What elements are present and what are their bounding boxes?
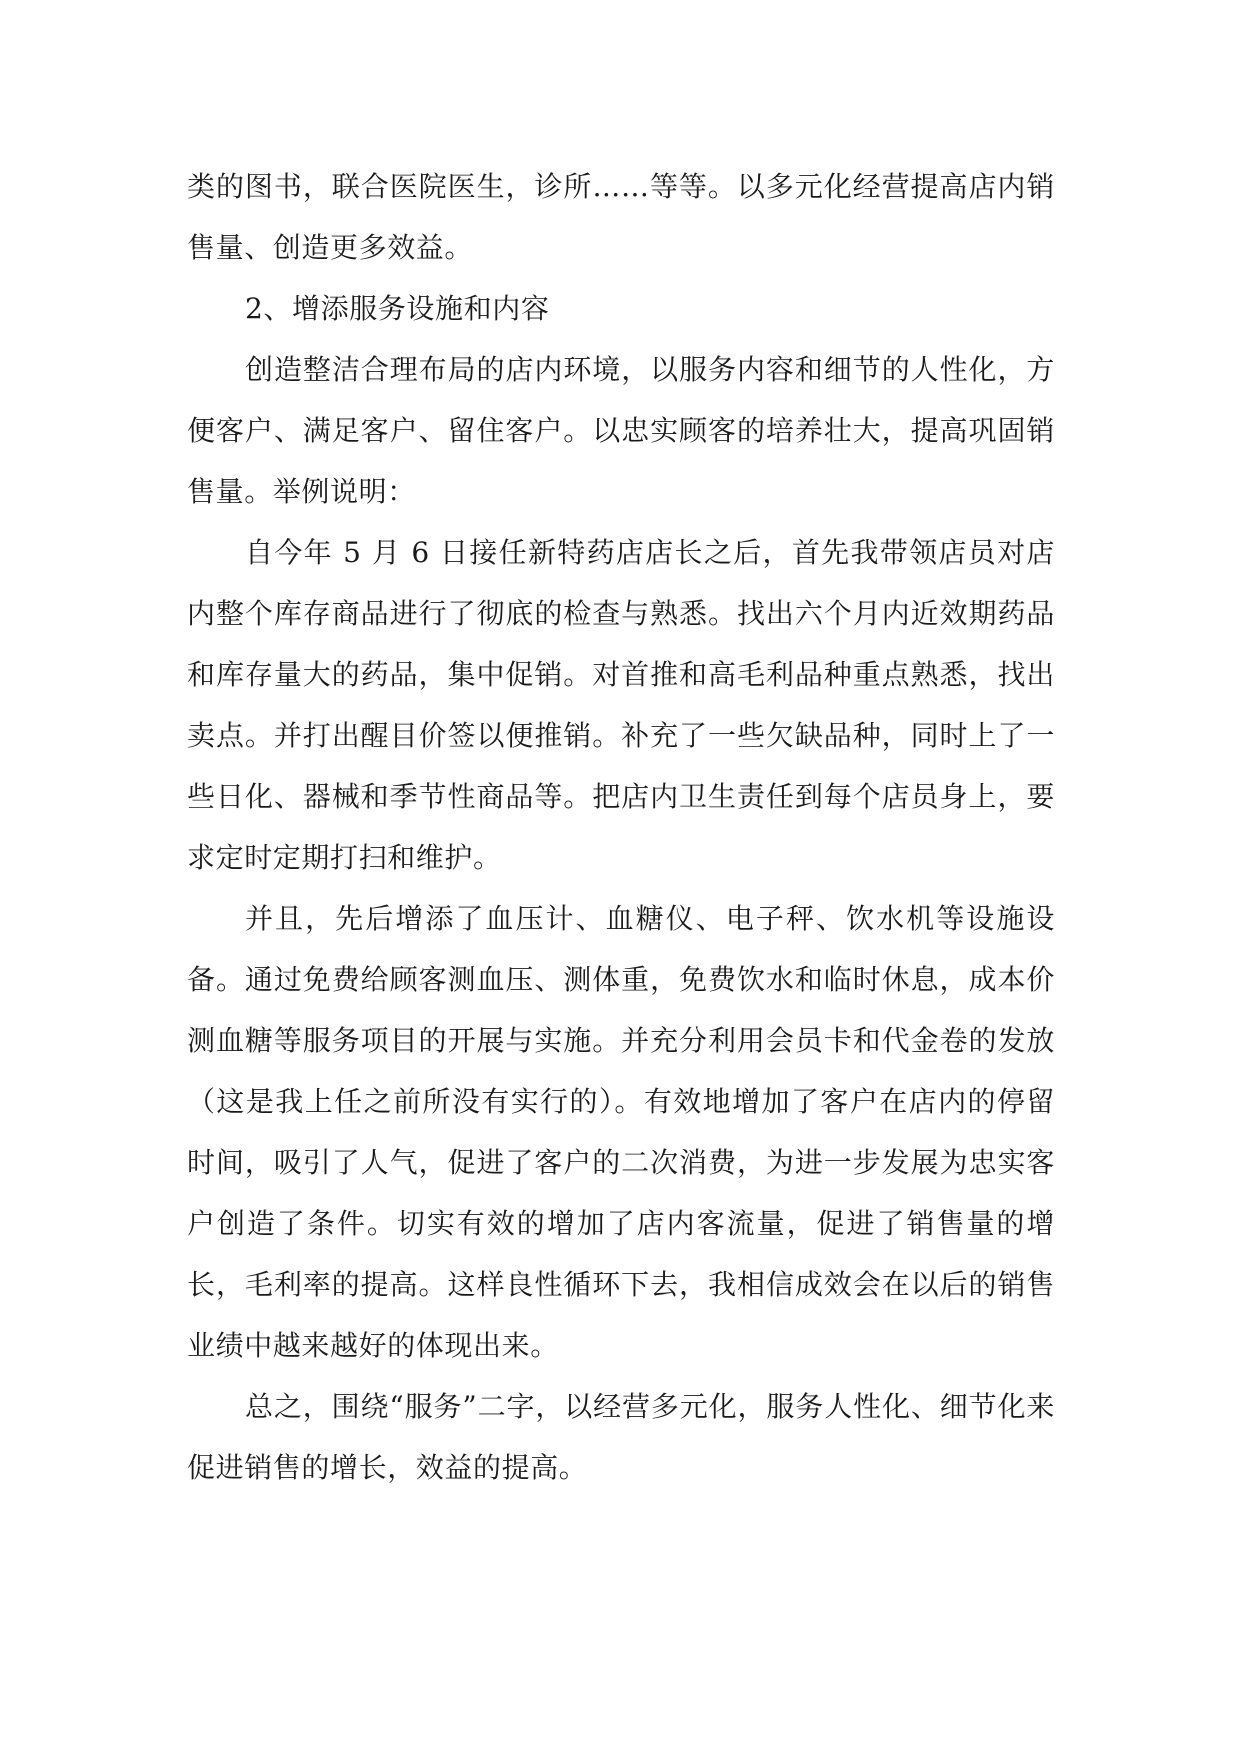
section-heading: 2、增添服务设施和内容: [245, 292, 550, 325]
paragraph-continuation: 类的图书，联合医院医生，诊所……等等。以多元化经营提高店内销售量、创造更多效益。: [187, 170, 1055, 264]
paragraph-environment: 创造整洁合理布局的店内环境，以服务内容和细节的人性化，方便客户、满足客户、留住客户。以忠实顾客的培养壮大，提高巩固销售量。举例说明：: [187, 353, 1055, 508]
paragraph-facilities: 并且，先后增添了血压计、血糖仪、电子秤、饮水机等设施设备。通过免费给顾客测血压、测体重，免费饮水和临时休息，成本价测血糖等服务项目的开展与实施。并充分利用会员卡和代金卷的发放（这是我上任之前所没有实行的）。有效地增加了客户在店内的停留时间，吸引了人气，促进了客户的二次消费，为进一步发展为忠实客户创造了条件。切实有效的增加了店内客流量，促进了销售量的增长，毛利率的提高。这样良性循环下去，我相信成效会在以后的销售业绩中越来越好的体现出来。: [187, 902, 1055, 1362]
paragraph-inventory: 自今年 5 月 6 日接任新特药店店长之后，首先我带领店员对店内整个库存商品进行了彻底的检查与熟悉。找出六个月内近效期药品和库存量大的药品，集中促销。对首推和高毛利品种重点熟悉，找出卖点。并打出醒目价签以便推销。补充了一些欠缺品种，同时上了一些日化、器械和季节性商品等。把店内卫生责任到每个店员身上，要求定时定期打扫和维护。: [187, 536, 1055, 874]
paragraph-summary: 总之，围绕“服务”二字，以经营多元化，服务人性化、细节化来促进销售的增长，效益的提高。: [187, 1390, 1055, 1484]
document-body: [187, 156, 1055, 1498]
